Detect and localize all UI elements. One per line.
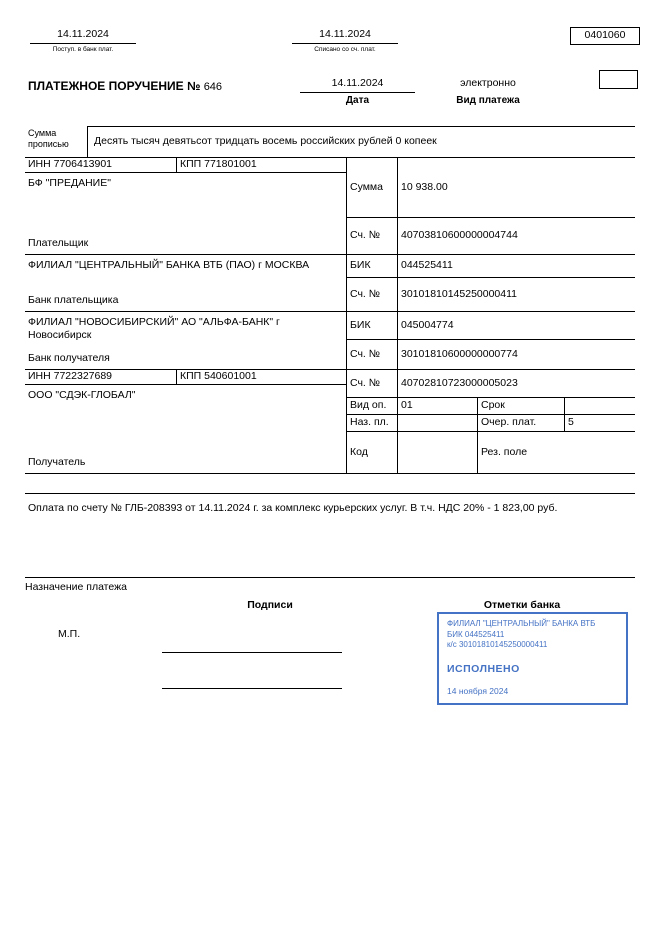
signatures-caption: Подписи (247, 599, 293, 611)
payee-inn: ИНН 7722327689 (25, 370, 177, 384)
payer-account-row (347, 218, 635, 255)
priority-label: Очер. плат. (478, 415, 565, 431)
amount-in-words-label: Сумма прописью (25, 126, 88, 157)
left-column (25, 158, 347, 473)
payer-account-value: 40703810600000004744 (401, 229, 518, 242)
signature-line-1 (162, 652, 342, 653)
priority-value: 5 (568, 416, 574, 429)
received-in-bank-caption: Поступ. в банк плат. (52, 46, 114, 54)
document-title (28, 79, 222, 95)
payee-bank-name: ФИЛИАЛ "НОВОСИБИРСКИЙ" АО "АЛЬФА-БАНК" г Новосибирск (28, 316, 280, 342)
payment-kind: электронно (460, 77, 516, 89)
payee-account-row (347, 370, 635, 398)
form-code-box (570, 27, 640, 45)
debited-date-block (292, 28, 398, 54)
payee-account-value: 40702810723000005023 (401, 376, 518, 389)
payer-cell (25, 173, 346, 255)
document-date-block (300, 77, 415, 108)
purpose-code-label: Наз. пл. (347, 415, 398, 431)
purpose-caption: Назначение платежа (25, 581, 127, 593)
payer-label: Плательщик (28, 236, 89, 249)
debited-caption: Списано со сч. плат. (314, 46, 376, 54)
payer-account-label: Сч. № (347, 218, 398, 254)
payee-name: ООО "СДЭК-ГЛОБАЛ" (28, 389, 136, 401)
empty-status-box (599, 70, 638, 89)
op-kind-row (347, 398, 635, 415)
payee-bank-account-value: 30101810600000000774 (401, 347, 518, 360)
signature-line-2 (162, 688, 342, 689)
payee-inn-kpp-row (25, 370, 346, 385)
term-value (565, 398, 635, 414)
document-date: 14.11.2024 (300, 77, 415, 93)
amount-in-words-row (25, 126, 635, 158)
sum-value: 10 938.00 (401, 180, 448, 193)
received-in-bank-date-block (30, 28, 136, 54)
term-label: Срок (478, 398, 565, 414)
payer-bank-bik-row (347, 255, 635, 278)
purpose-field (25, 493, 635, 578)
priority-row (347, 415, 635, 432)
payer-kpp: КПП 771801001 (180, 158, 257, 171)
bank-stamp (437, 612, 628, 705)
payer-bank-label: Банк плательщика (28, 293, 119, 306)
form-code: 0401060 (584, 29, 626, 42)
payer-name: БФ "ПРЕДАНИЕ" (28, 177, 111, 189)
payer-inn-kpp-row (25, 158, 346, 173)
right-column (347, 158, 635, 473)
bank-marks-caption: Отметки банка (483, 599, 561, 611)
document-title-label: ПЛАТЕЖНОЕ ПОРУЧЕНИЕ № (28, 79, 201, 93)
stamp-status: ИСПОЛНЕНО (447, 662, 520, 675)
payment-kind-caption: Вид платежа (456, 95, 520, 107)
document-number: 646 (203, 81, 223, 93)
payee-kpp: КПП 540601001 (180, 370, 257, 383)
amount-in-words-value: Десять тысяч девятьсот тридцать восемь российских рублей 0 копеек (88, 126, 635, 157)
purpose-code-value (398, 415, 478, 431)
purpose-text: Оплата по счету № ГЛБ-208393 от 14.11.2024 г. за комплекс курьерских услуг. В т.ч. НДС 20% - 1 823,00 руб. (28, 502, 558, 514)
payee-cell (25, 385, 346, 473)
payee-bank-bik-value: 045004774 (401, 318, 454, 331)
payer-bank-account-value: 30101810145250000411 (401, 287, 518, 300)
payee-bank-cell (25, 312, 346, 370)
payer-bank-cell (25, 255, 346, 312)
sum-label: Сумма (347, 158, 398, 217)
code-row (347, 432, 635, 473)
payer-bank-account-label: Сч. № (347, 278, 398, 311)
payer-inn: ИНН 7706413901 (25, 158, 177, 172)
payer-bank-bik-label: БИК (347, 255, 398, 277)
stamp-place-label: М.П. (58, 628, 81, 640)
stamp-date: 14 ноября 2024 (447, 685, 509, 696)
code-label: Код (347, 432, 398, 473)
reserve-field-label: Рез. поле (481, 445, 528, 458)
op-kind-label: Вид оп. (347, 398, 398, 414)
document-date-caption: Дата (345, 95, 370, 107)
main-table (25, 158, 635, 474)
stamp-corr-account: к/с 30101810145250000411 (447, 640, 548, 650)
stamp-bank-name: ФИЛИАЛ "ЦЕНТРАЛЬНЫЙ" БАНКА ВТБ (447, 619, 596, 628)
payee-bank-bik-label: БИК (347, 312, 398, 339)
payee-bank-label: Банк получателя (28, 351, 110, 364)
stamp-bik: БИК 044525411 (447, 629, 505, 639)
payee-account-label: Сч. № (347, 370, 398, 397)
payer-bank-name: ФИЛИАЛ "ЦЕНТРАЛЬНЫЙ" БАНКА ВТБ (ПАО) г МОСКВА (28, 259, 310, 271)
received-in-bank-date: 14.11.2024 (30, 28, 136, 44)
op-kind-value: 01 (398, 398, 478, 414)
payer-bank-bik-value: 044525411 (401, 259, 453, 272)
sum-row (347, 158, 635, 218)
payee-bank-bik-row (347, 312, 635, 340)
code-value (398, 432, 478, 473)
payee-bank-account-label: Сч. № (347, 340, 398, 369)
payee-bank-account-row (347, 340, 635, 370)
payment-kind-block (432, 77, 544, 108)
payer-bank-account-row (347, 278, 635, 312)
debited-date: 14.11.2024 (292, 28, 398, 44)
payee-label: Получатель (28, 455, 86, 468)
